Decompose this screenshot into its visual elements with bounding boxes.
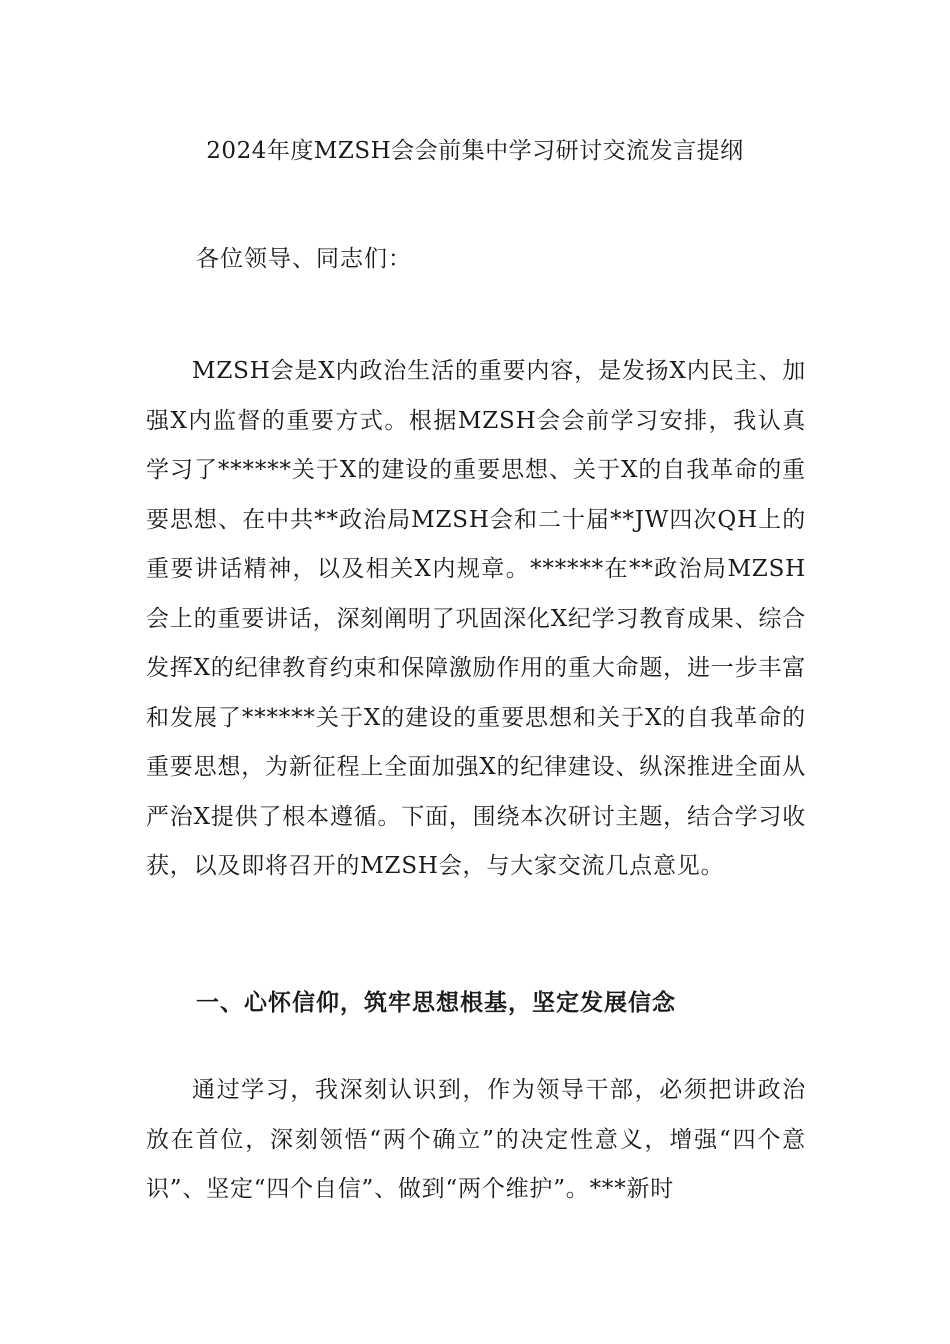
salutation: 各位领导、同志们： bbox=[196, 246, 412, 272]
section-paragraph: 通过学习，我深刻认识到，作为领导干部，必须把讲政治放在首位，深刻领悟“两个确立”的决定性意义，增强“四个意识”、坚定“四个自信”、做到“两个维护”。***新时 bbox=[146, 1077, 806, 1202]
intro-paragraph: MZSH会是X内政治生活的重要内容，是发扬X内民主、加强X内监督的重要方式。根据MZSH会会前学习安排，我认真学习了******关于X的建设的重要思想、关于X的自我革命的重要思想、在中共**政治局MZSH会和二十届**JW四次QH上的重要讲话精神，以及相关X内规章。******在**政治局MZSH会上的重要讲话，深刻阐明了巩固深化X纪学习教育成果、综合发挥X的纪律教育约束和保障激励作用的重大命题，进一步丰富和发展了******关于X的建设的重要思想和关于X的自我革命的重要思想，为新征程上全面加强X的纪律建设、纵深推进全面从严治X提供了根本遵循。下面，围绕本次研讨主题，结合学习收获，以及即将召开的MZSH会，与大家交流几点意见。 bbox=[146, 358, 806, 879]
section-heading: 一、心怀信仰，筑牢思想根基，坚定发展信念 bbox=[196, 990, 676, 1016]
document-title: 2024年度MZSH会会前集中学习研讨交流发言提纲 bbox=[206, 138, 744, 164]
